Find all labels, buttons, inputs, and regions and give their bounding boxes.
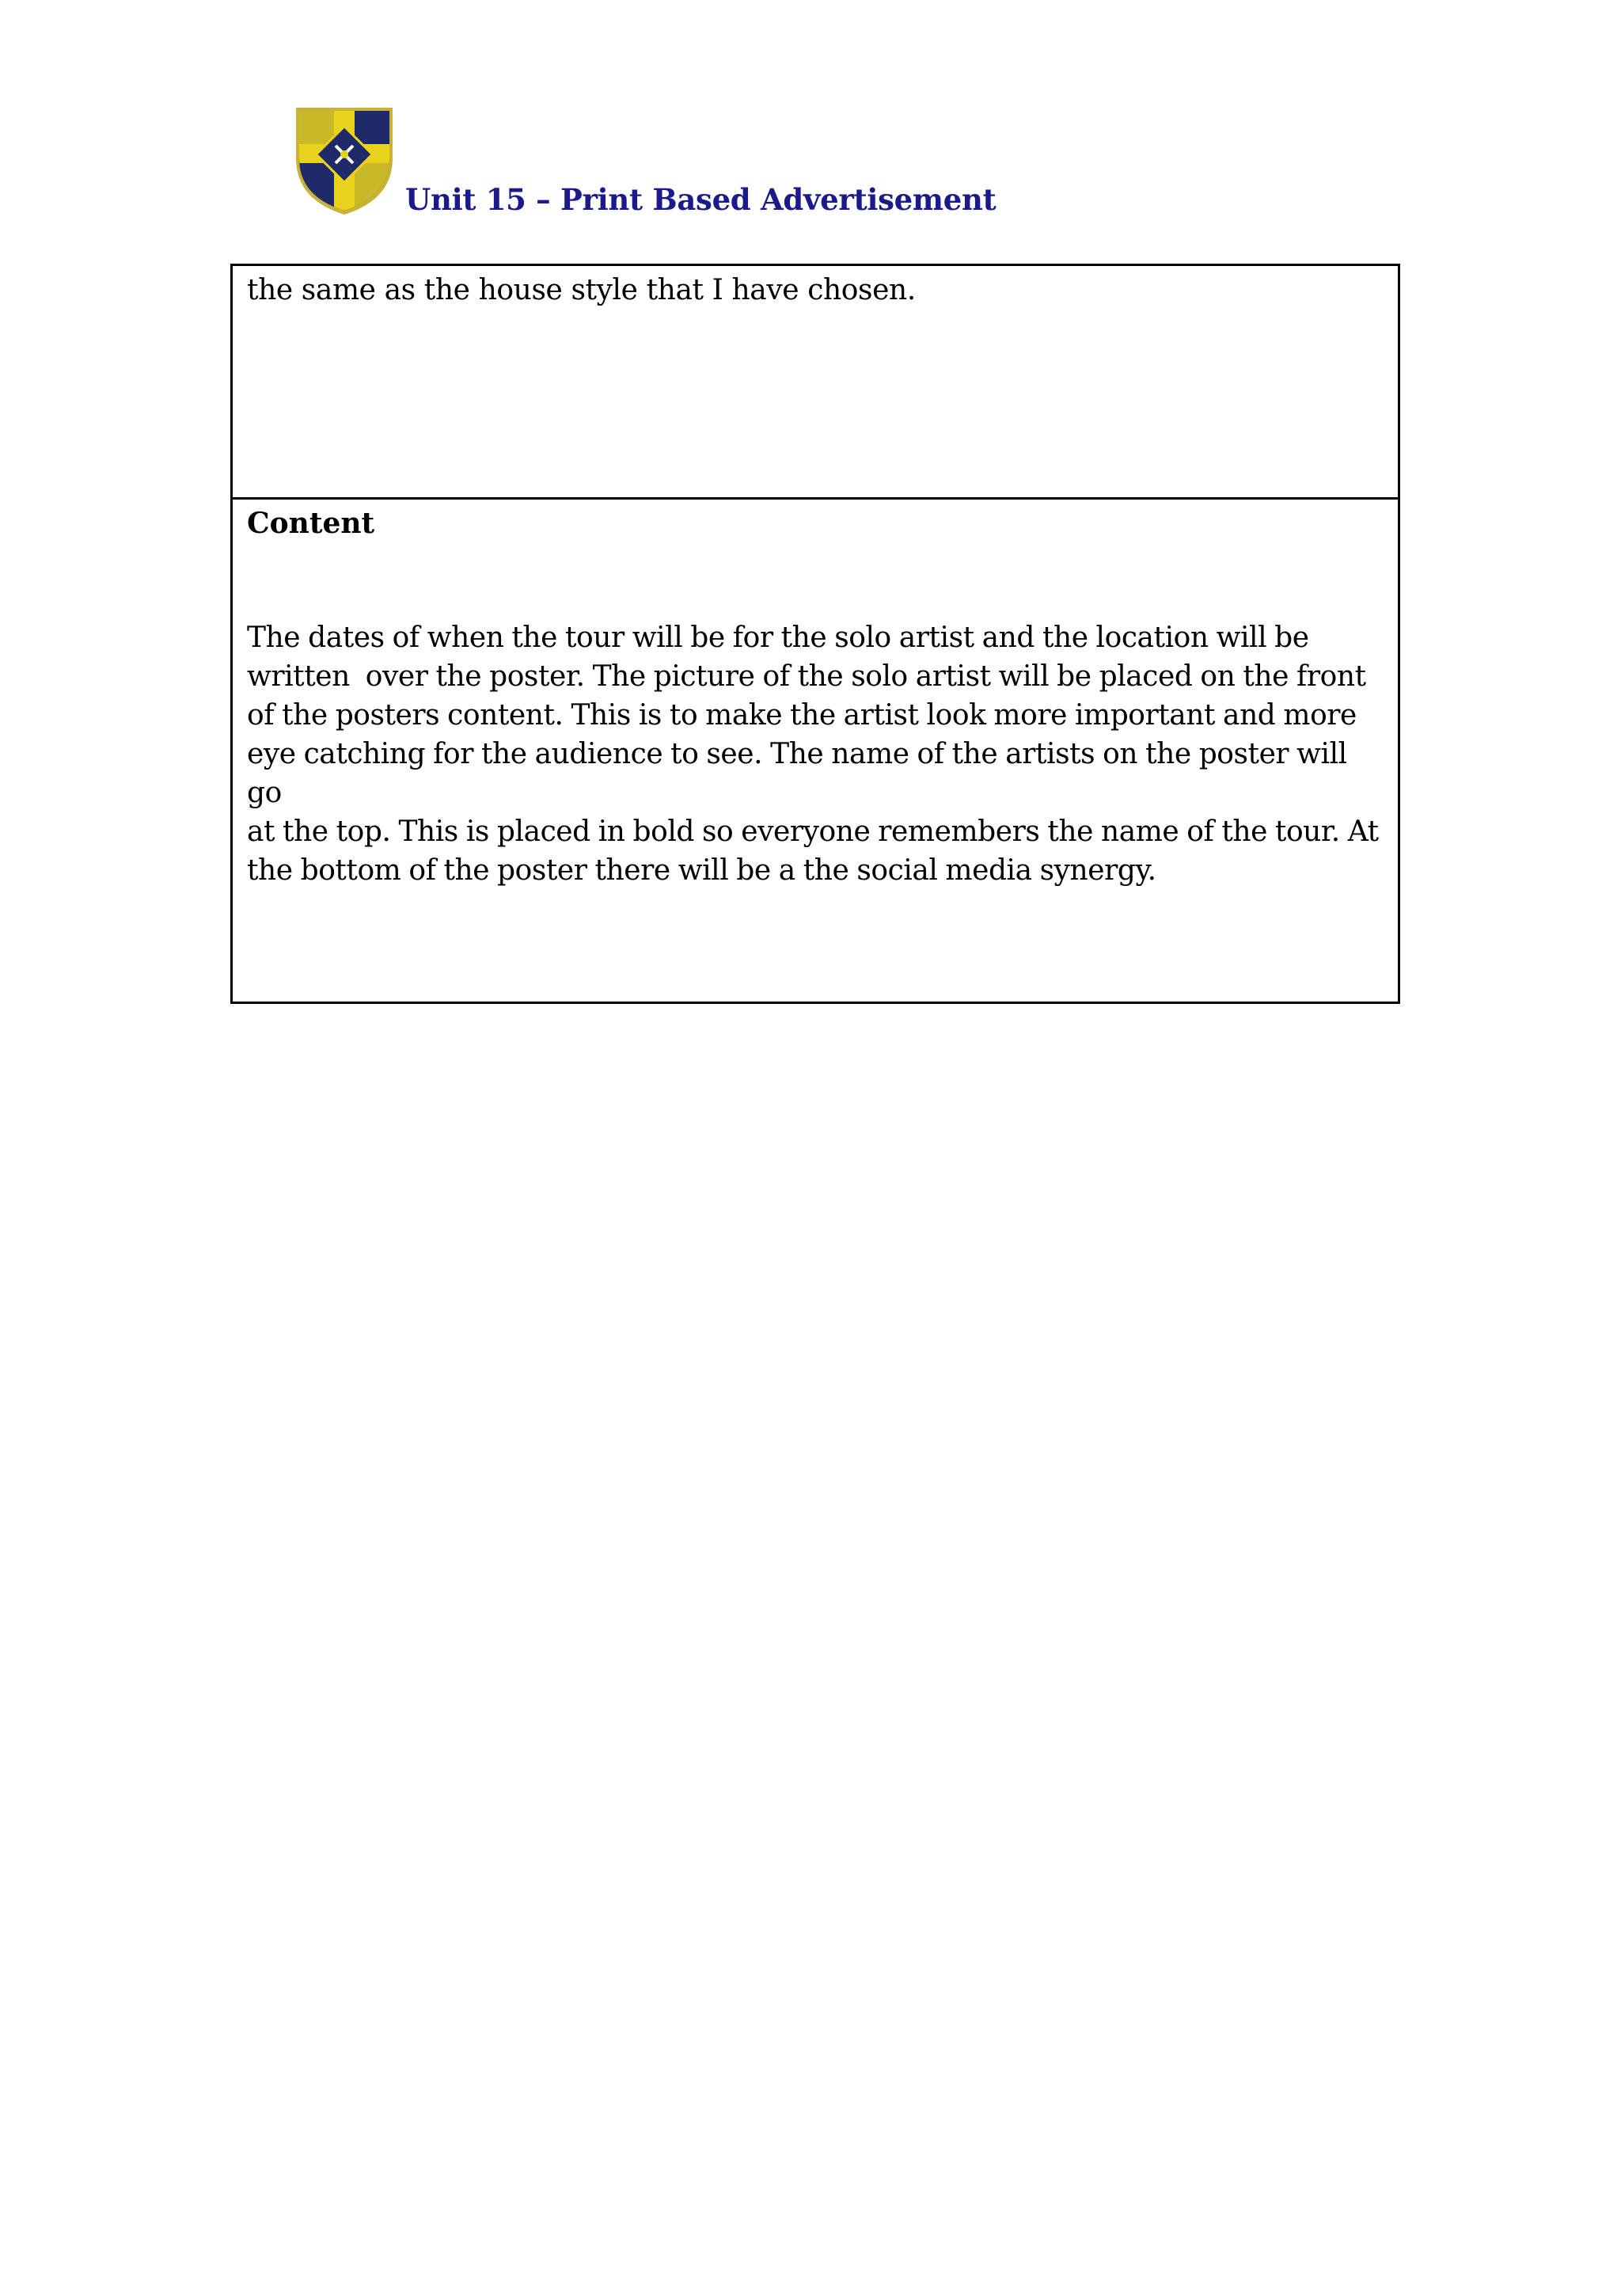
page-title: Unit 15 – Print Based Advertisement bbox=[405, 182, 997, 217]
table-row bbox=[233, 500, 1398, 1002]
page-header bbox=[0, 0, 1621, 261]
body-line: written over the poster. The picture of the solo artist will be placed on the front bbox=[247, 660, 1366, 693]
cell-heading: Content bbox=[247, 507, 375, 540]
body-line: The dates of when the tour will be for the solo artist and the location will be bbox=[247, 622, 1309, 654]
cell-text: the same as the house style that I have chosen. bbox=[247, 274, 916, 306]
school-crest-icon bbox=[293, 103, 396, 215]
table-row bbox=[233, 266, 1398, 500]
body-line: eye catching for the audience to see. The name of the artists on the poster will go bbox=[247, 738, 1347, 809]
body-line: at the top. This is placed in bold so everyone remembers the name of the tour. At bbox=[247, 815, 1379, 848]
body-line: of the posters content. This is to make the artist look more important and more bbox=[247, 699, 1357, 732]
cell-body bbox=[247, 618, 1384, 890]
body-line: the bottom of the poster there will be a the social media synergy. bbox=[247, 854, 1156, 887]
content-table bbox=[230, 264, 1400, 1004]
